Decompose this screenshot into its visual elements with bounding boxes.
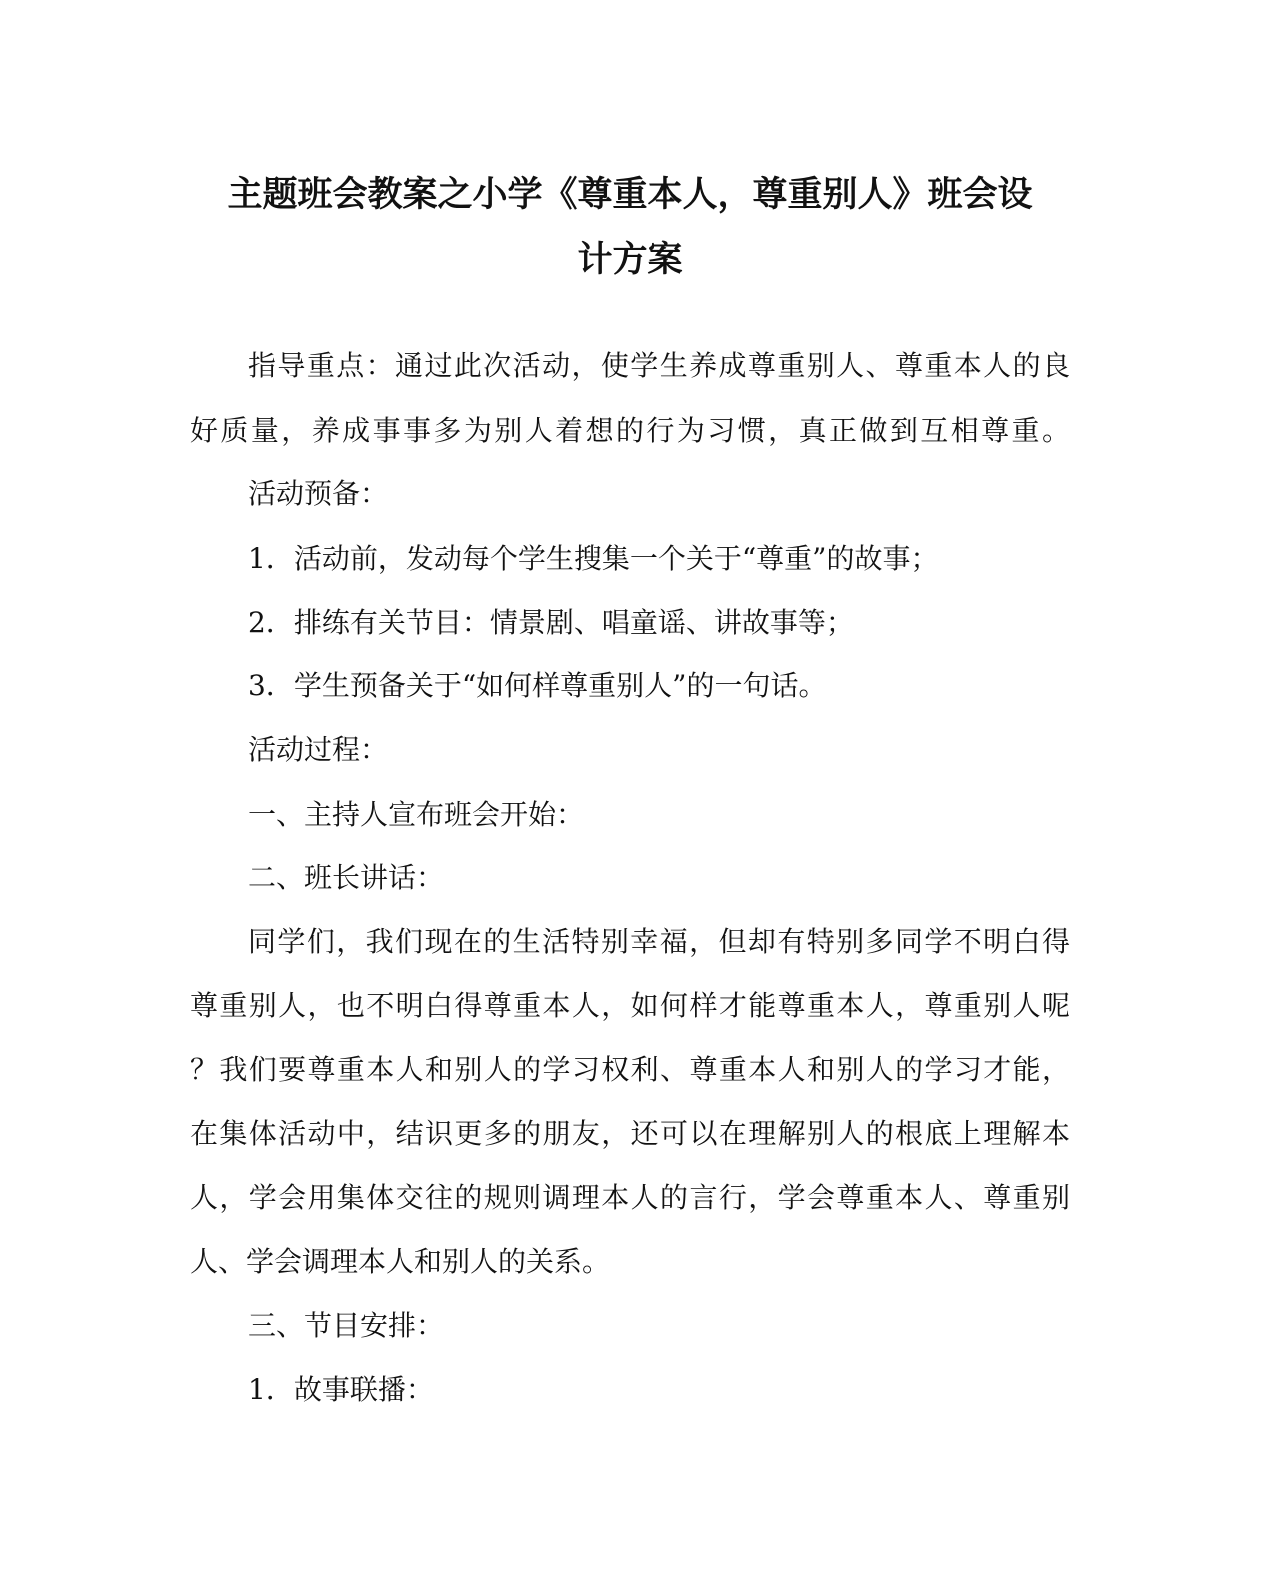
process-heading: 活动过程：: [248, 733, 389, 766]
speech-line-2: 尊重别人，也不明白得尊重本人，如何样才能尊重本人，尊重别人呢: [190, 989, 1070, 1022]
speech-line-5: 人，学会用集体交往的规则调理本人的言行，学会尊重本人、尊重别: [190, 1181, 1070, 1214]
preparation-item-3: 3．学生预备关于“如何样尊重别人”的一句话。: [248, 669, 827, 702]
program-item-1: 1．故事联播：: [248, 1373, 434, 1406]
preparation-heading: 活动预备：: [248, 477, 389, 510]
speech-line-1: 同学们，我们现在的生活特别幸福，但却有特别多同学不明白得: [248, 925, 1070, 958]
process-step-3: 三、节目安排：: [248, 1309, 445, 1342]
document-title-line-1: 主题班会教案之小学《尊重本人，尊重别人》班会设: [227, 175, 1033, 215]
speech-line-3: ？我们要尊重本人和别人的学习权利、尊重本人和别人的学习才能，: [190, 1053, 1070, 1086]
process-step-2: 二、班长讲话：: [248, 861, 445, 894]
document-title-line-2: 计方案: [577, 240, 683, 280]
speech-line-4: 在集体活动中，结识更多的朋友，还可以在理解别人的根底上理解本: [190, 1117, 1070, 1150]
guidance-line-2: 好质量，养成事事多为别人着想的行为习惯，真正做到互相尊重。: [190, 414, 1070, 447]
process-step-1: 一、主持人宣布班会开始：: [248, 798, 585, 831]
preparation-item-2: 2．排练有关节目：情景剧、唱童谣、讲故事等；: [248, 606, 854, 639]
speech-line-6: 人、学会调理本人和别人的关系。: [190, 1245, 611, 1278]
preparation-item-1: 1．活动前，发动每个学生搜集一个关于“尊重”的故事；: [248, 542, 939, 575]
guidance-line-1: 指导重点：通过此次活动，使学生养成尊重别人、尊重本人的良: [248, 349, 1070, 382]
